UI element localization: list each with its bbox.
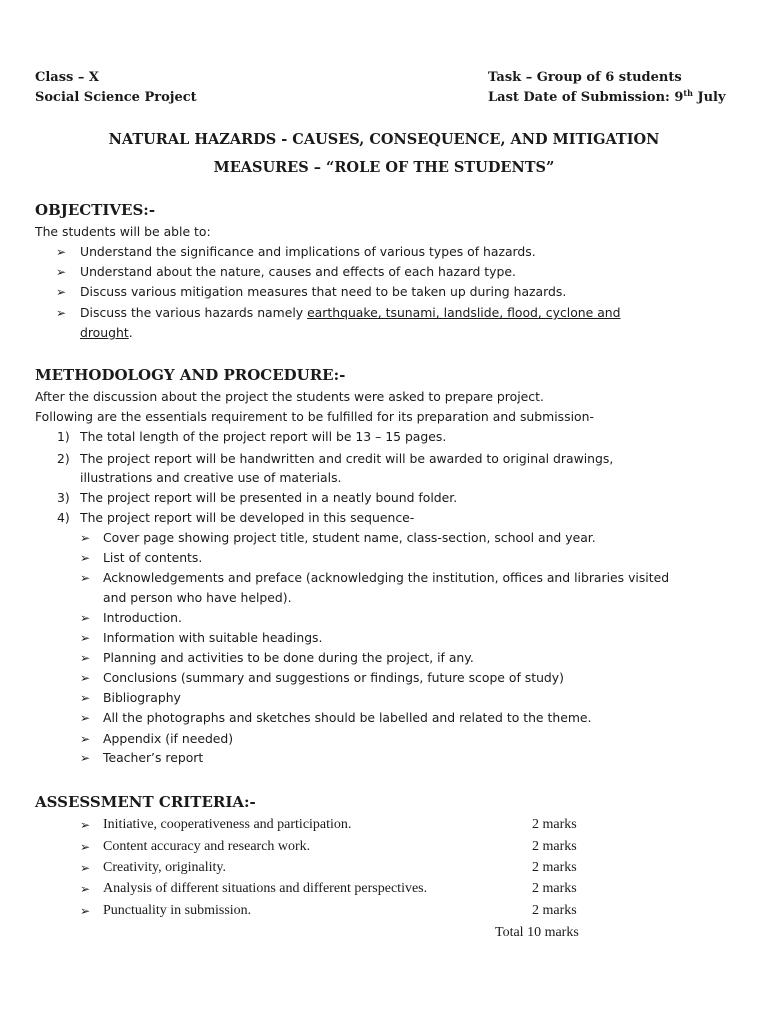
arrow-bullet-icon: ➢ xyxy=(56,306,67,320)
arrow-bullet-icon: ➢ xyxy=(80,531,91,545)
criterion-label: Initiative, cooperativeness and participation. xyxy=(103,817,352,832)
submission-date: Last Date of Submission: 9th July xyxy=(488,88,726,105)
total-marks: Total 10 marks xyxy=(495,925,579,940)
step-number: 1) xyxy=(57,429,70,444)
sequence-item: Appendix (if needed) xyxy=(103,731,234,746)
arrow-bullet-icon: ➢ xyxy=(80,840,91,854)
sequence-item: Bibliography xyxy=(103,690,181,705)
objective-item: Understand about the nature, causes and effects of each hazard type. xyxy=(80,264,516,279)
arrow-bullet-icon: ➢ xyxy=(80,671,91,685)
class-label: Class – X xyxy=(35,70,99,85)
step-number: 2) xyxy=(57,451,70,466)
sequence-item: Cover page showing project title, student name, class-section, school and year. xyxy=(103,530,596,545)
arrow-bullet-icon: ➢ xyxy=(80,611,91,625)
arrow-bullet-icon: ➢ xyxy=(80,882,91,896)
arrow-bullet-icon: ➢ xyxy=(80,711,91,725)
methodology-intro: After the discussion about the project the students were asked to prepare project. xyxy=(35,389,544,404)
header-right xyxy=(488,68,726,108)
sequence-item: Conclusions (summary and suggestions or findings, future scope of study) xyxy=(103,670,564,685)
arrow-bullet-icon: ➢ xyxy=(80,551,91,565)
arrow-bullet-icon: ➢ xyxy=(80,818,91,832)
header-left xyxy=(35,68,197,108)
sequence-item: Introduction. xyxy=(103,610,182,625)
sequence-item: Information with suitable headings. xyxy=(103,630,323,645)
arrow-bullet-icon: ➢ xyxy=(80,571,91,585)
step-text: The project report will be developed in this sequence- xyxy=(80,510,415,525)
objective-item: Discuss the various hazards namely earthquake, tsunami, landslide, flood, cyclone and xyxy=(80,305,621,320)
objective-item: Discuss various mitigation measures that need to be taken up during hazards. xyxy=(80,284,567,299)
assessment-heading: ASSESSMENT CRITERIA:- xyxy=(35,793,256,811)
arrow-bullet-icon: ➢ xyxy=(80,732,91,746)
sequence-item: Acknowledgements and preface (acknowledging the institution, offices and libraries visited xyxy=(103,570,670,585)
methodology-heading: METHODOLOGY AND PROCEDURE:- xyxy=(35,366,346,384)
criterion-label: Analysis of different situations and different perspectives. xyxy=(103,881,428,896)
objectives-heading: OBJECTIVES:- xyxy=(35,201,156,219)
arrow-bullet-icon: ➢ xyxy=(56,285,67,299)
step-text: The project report will be presented in a neatly bound folder. xyxy=(80,490,458,505)
methodology-intro: Following are the essentials requirement to be fulfilled for its preparation and submission- xyxy=(35,409,594,424)
step-text-cont: illustrations and creative use of materials. xyxy=(80,470,342,485)
criterion-label: Creativity, originality. xyxy=(103,860,226,875)
sequence-item-cont: and person who have helped). xyxy=(103,590,292,605)
arrow-bullet-icon: ➢ xyxy=(80,691,91,705)
sequence-item: All the photographs and sketches should be labelled and related to the theme. xyxy=(103,710,592,725)
task-label: Task – Group of 6 students xyxy=(488,70,682,85)
step-text: The total length of the project report will be 13 – 15 pages. xyxy=(80,429,447,444)
objective-item-cont: drought. xyxy=(80,325,133,340)
criterion-marks: 2 marks xyxy=(532,881,577,896)
arrow-bullet-icon: ➢ xyxy=(80,751,91,765)
arrow-bullet-icon: ➢ xyxy=(56,265,67,279)
criterion-label: Punctuality in submission. xyxy=(103,903,252,918)
step-number: 4) xyxy=(57,510,70,525)
step-text: The project report will be handwritten and credit will be awarded to original drawings, xyxy=(80,451,614,466)
criterion-marks: 2 marks xyxy=(532,903,577,918)
objective-item: Understand the significance and implications of various types of hazards. xyxy=(80,244,536,259)
arrow-bullet-icon: ➢ xyxy=(80,631,91,645)
subject-label: Social Science Project xyxy=(35,90,197,105)
criterion-label: Content accuracy and research work. xyxy=(103,839,311,854)
criterion-marks: 2 marks xyxy=(532,817,577,832)
arrow-bullet-icon: ➢ xyxy=(80,861,91,875)
arrow-bullet-icon: ➢ xyxy=(80,651,91,665)
sequence-item: Teacher’s report xyxy=(103,750,204,765)
arrow-bullet-icon: ➢ xyxy=(56,245,67,259)
objectives-intro: The students will be able to: xyxy=(35,224,211,239)
criterion-marks: 2 marks xyxy=(532,860,577,875)
sequence-item: List of contents. xyxy=(103,550,203,565)
page-title: NATURAL HAZARDS - CAUSES, CONSEQUENCE, AND MITIGATION MEASURES – “ROLE OF THE STUDENTS” xyxy=(108,131,660,176)
step-number: 3) xyxy=(57,490,70,505)
sequence-item: Planning and activities to be done during the project, if any. xyxy=(103,650,474,665)
arrow-bullet-icon: ➢ xyxy=(80,904,91,918)
criterion-marks: 2 marks xyxy=(532,839,577,854)
